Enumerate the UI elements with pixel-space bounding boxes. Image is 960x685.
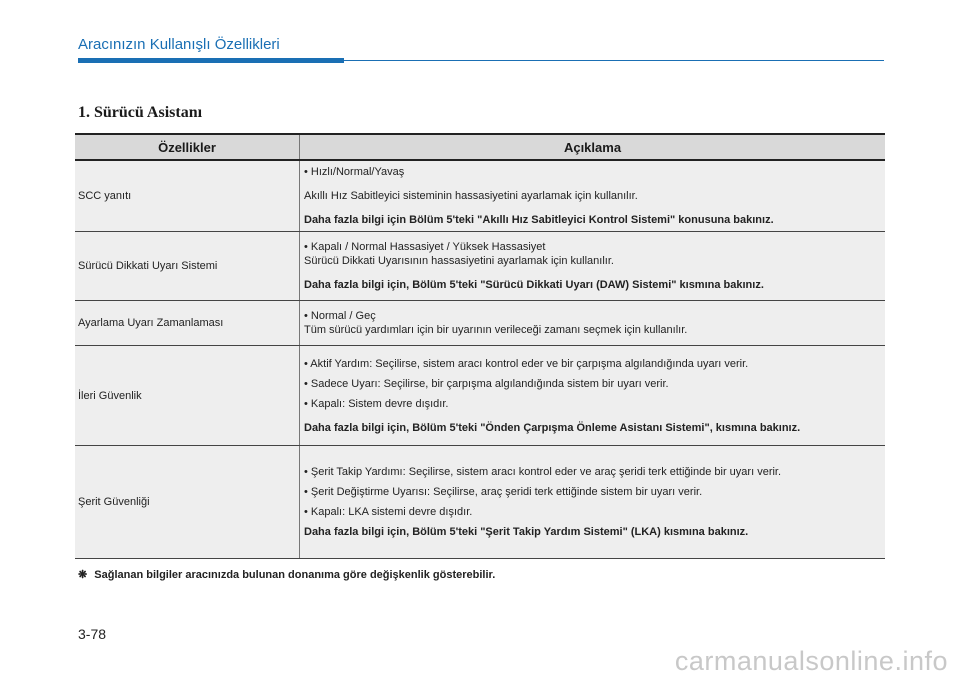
header-accent-bar — [78, 58, 344, 63]
features-table — [75, 133, 885, 559]
feature-description — [300, 232, 886, 301]
reference-line: Daha fazla bilgi için Bölüm 5'teki "Akıllı Hız Sabitleyici Kontrol Sistemi" konusuna bakınız. — [304, 214, 774, 226]
description-line: • Kapalı: Sistem devre dışıdır. — [304, 397, 449, 410]
chapter-title: Aracınızın Kullanışlı Özellikleri — [78, 36, 280, 53]
description-line: Sürücü Dikkati Uyarısının hassasiyetini ayarlamak için kullanılır. — [304, 255, 614, 267]
description-line: • Şerit Takip Yardımı: Seçilirse, sistem aracı kontrol eder ve araç şeridi terk ettiğinde bir uyarı verir. — [304, 466, 782, 478]
footnote-text: Sağlanan bilgiler aracınızda bulunan donanıma göre değişkenlik gösterebilir. — [94, 569, 496, 581]
description-line: Akıllı Hız Sabitleyici sisteminin hassasiyetini ayarlamak için kullanılır. — [304, 190, 638, 202]
feature-name: Sürücü Dikkati Uyarı Sistemi — [75, 232, 300, 301]
note-symbol-icon: ❋ — [78, 569, 88, 581]
table-row — [75, 232, 885, 301]
feature-description — [300, 301, 886, 346]
feature-description — [300, 446, 886, 559]
header-rule — [344, 60, 884, 61]
feature-name: İleri Güvenlik — [75, 346, 300, 446]
description-line: • Normal / Geç — [304, 310, 376, 322]
description-line: • Sadece Uyarı: Seçilirse, bir çarpışma algılandığında sistem bir uyarı verir. — [304, 377, 669, 390]
reference-line: Daha fazla bilgi için, Bölüm 5'teki "Önden Çarpışma Önleme Asistanı Sistemi", kısmına bakınız. — [304, 421, 801, 434]
description-line: • Kapalı: LKA sistemi devre dışıdır. — [304, 506, 473, 518]
feature-name: Ayarlama Uyarı Zamanlaması — [75, 301, 300, 346]
column-header-description: Açıklama — [300, 134, 886, 160]
description-line: • Kapalı / Normal Hassasiyet / Yüksek Hassasiyet — [304, 241, 546, 253]
table-row — [75, 160, 885, 232]
table-row — [75, 301, 885, 346]
table-row — [75, 446, 885, 559]
description-line: • Aktif Yardım: Seçilirse, sistem aracı kontrol eder ve bir çarpışma algılandığında uyarı verir. — [304, 357, 749, 370]
footnote — [78, 568, 495, 581]
feature-description — [300, 346, 886, 446]
feature-name: Şerit Güvenliği — [75, 446, 300, 559]
feature-name: SCC yanıtı — [75, 160, 300, 232]
section-title: 1. Sürücü Asistanı — [78, 104, 203, 121]
table-header-row — [75, 134, 885, 160]
description-line: Tüm sürücü yardımları için bir uyarının verileceği zamanı seçmek için kullanılır. — [304, 324, 688, 336]
description-line: • Hızlı/Normal/Yavaş — [304, 166, 405, 178]
description-line: • Şerit Değiştirme Uyarısı: Seçilirse, araç şeridi terk ettiğinde sistem bir uyarı verir. — [304, 486, 703, 498]
reference-line: Daha fazla bilgi için, Bölüm 5'teki "Şerit Takip Yardım Sistemi" (LKA) kısmına bakınız. — [304, 526, 749, 538]
page-number: 3-78 — [78, 626, 107, 642]
column-header-features: Özellikler — [75, 134, 300, 160]
table-row — [75, 346, 885, 446]
watermark: carmanualsonline.info — [674, 646, 948, 676]
feature-description — [300, 160, 886, 232]
reference-line: Daha fazla bilgi için, Bölüm 5'teki "Sürücü Dikkati Uyarı (DAW) Sistemi" kısmına bakınız. — [304, 279, 764, 291]
